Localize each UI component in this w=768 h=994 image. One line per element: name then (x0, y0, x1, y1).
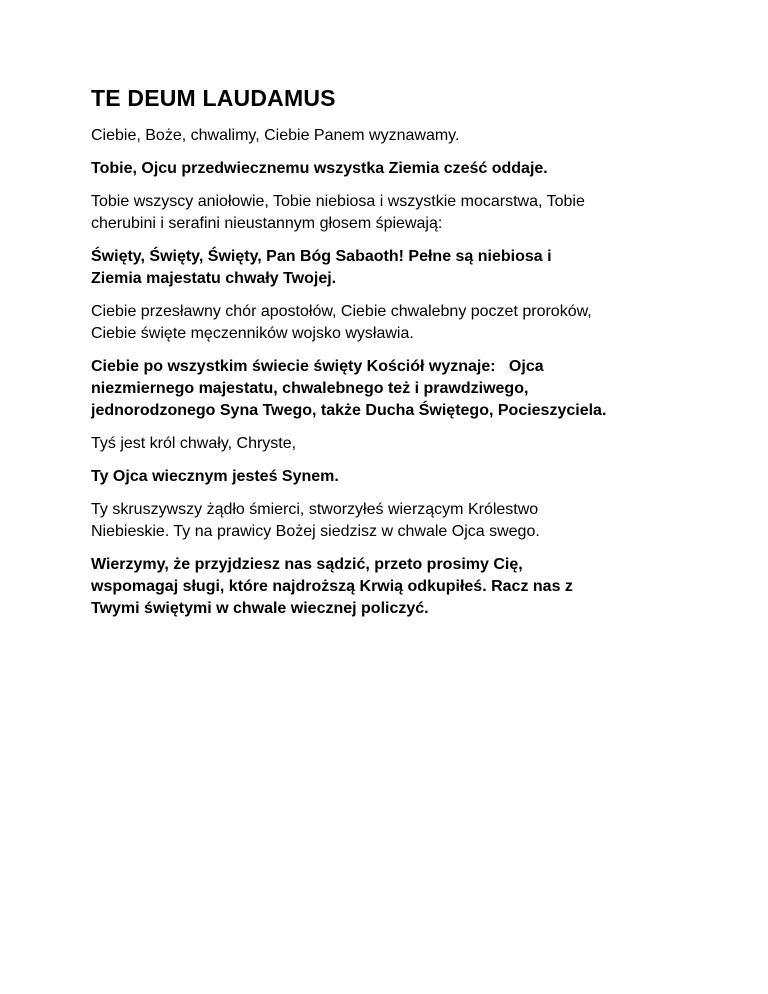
stanza-line: Ciebie, Boże, chwalimy, Ciebie Panem wyznawamy. (91, 127, 460, 144)
stanza-line: Twymi świętymi w chwale wiecznej policzyć. (91, 600, 429, 617)
document-page (91, 84, 711, 631)
stanza-line: Tobie wszyscy aniołowie, Tobie niebiosa i wszystkie mocarstwa, Tobie (91, 193, 585, 210)
stanza-4 (91, 246, 711, 290)
stanza-1 (91, 125, 711, 147)
stanza-line: Tobie, Ojcu przedwiecznemu wszystka Ziemia cześć oddaje. (91, 160, 548, 177)
stanza-line: Ziemia majestatu chwały Twojej. (91, 270, 337, 287)
stanza-line: Ciebie święte męczenników wojsko wysławia. (91, 325, 414, 342)
stanza-line: Ciebie po wszystkim świecie święty Kościół wyznaje: Ojca (91, 358, 544, 375)
stanza-line: Ciebie przesławny chór apostołów, Ciebie chwalebny poczet proroków, (91, 303, 592, 320)
hymn-text (91, 125, 711, 620)
stanza-2 (91, 158, 711, 180)
stanza-line: jednorodzonego Syna Twego, także Ducha Świętego, Pocieszyciela. (91, 402, 607, 419)
stanza-line: Ty skruszywszy żądło śmierci, stworzyłeś wierzącym Królestwo (91, 501, 539, 518)
stanza-8 (91, 466, 711, 488)
stanza-line: Niebieskie. Ty na prawicy Bożej siedzisz w chwale Ojca swego. (91, 523, 540, 540)
document-title: TE DEUM LAUDAMUS (91, 85, 336, 111)
stanza-line: wspomagaj sługi, które najdroższą Krwią odkupiłeś. Racz nas z (91, 578, 573, 595)
stanza-7 (91, 433, 711, 455)
stanza-line: Wierzymy, że przyjdziesz nas sądzić, przeto prosimy Cię, (91, 556, 523, 573)
stanza-line: Tyś jest król chwały, Chryste, (91, 435, 297, 452)
stanza-5 (91, 301, 711, 345)
stanza-3 (91, 191, 711, 235)
stanza-line: Święty, Święty, Święty, Pan Bóg Sabaoth! Pełne są niebiosa i (91, 248, 552, 265)
stanza-line: niezmiernego majestatu, chwalebnego też i prawdziwego, (91, 380, 529, 397)
stanza-9 (91, 499, 711, 543)
stanza-line: cherubini i serafini nieustannym głosem śpiewają: (91, 215, 443, 232)
stanza-line: Ty Ojca wiecznym jesteś Synem. (91, 468, 339, 485)
stanza-10 (91, 554, 711, 620)
stanza-6 (91, 356, 711, 422)
